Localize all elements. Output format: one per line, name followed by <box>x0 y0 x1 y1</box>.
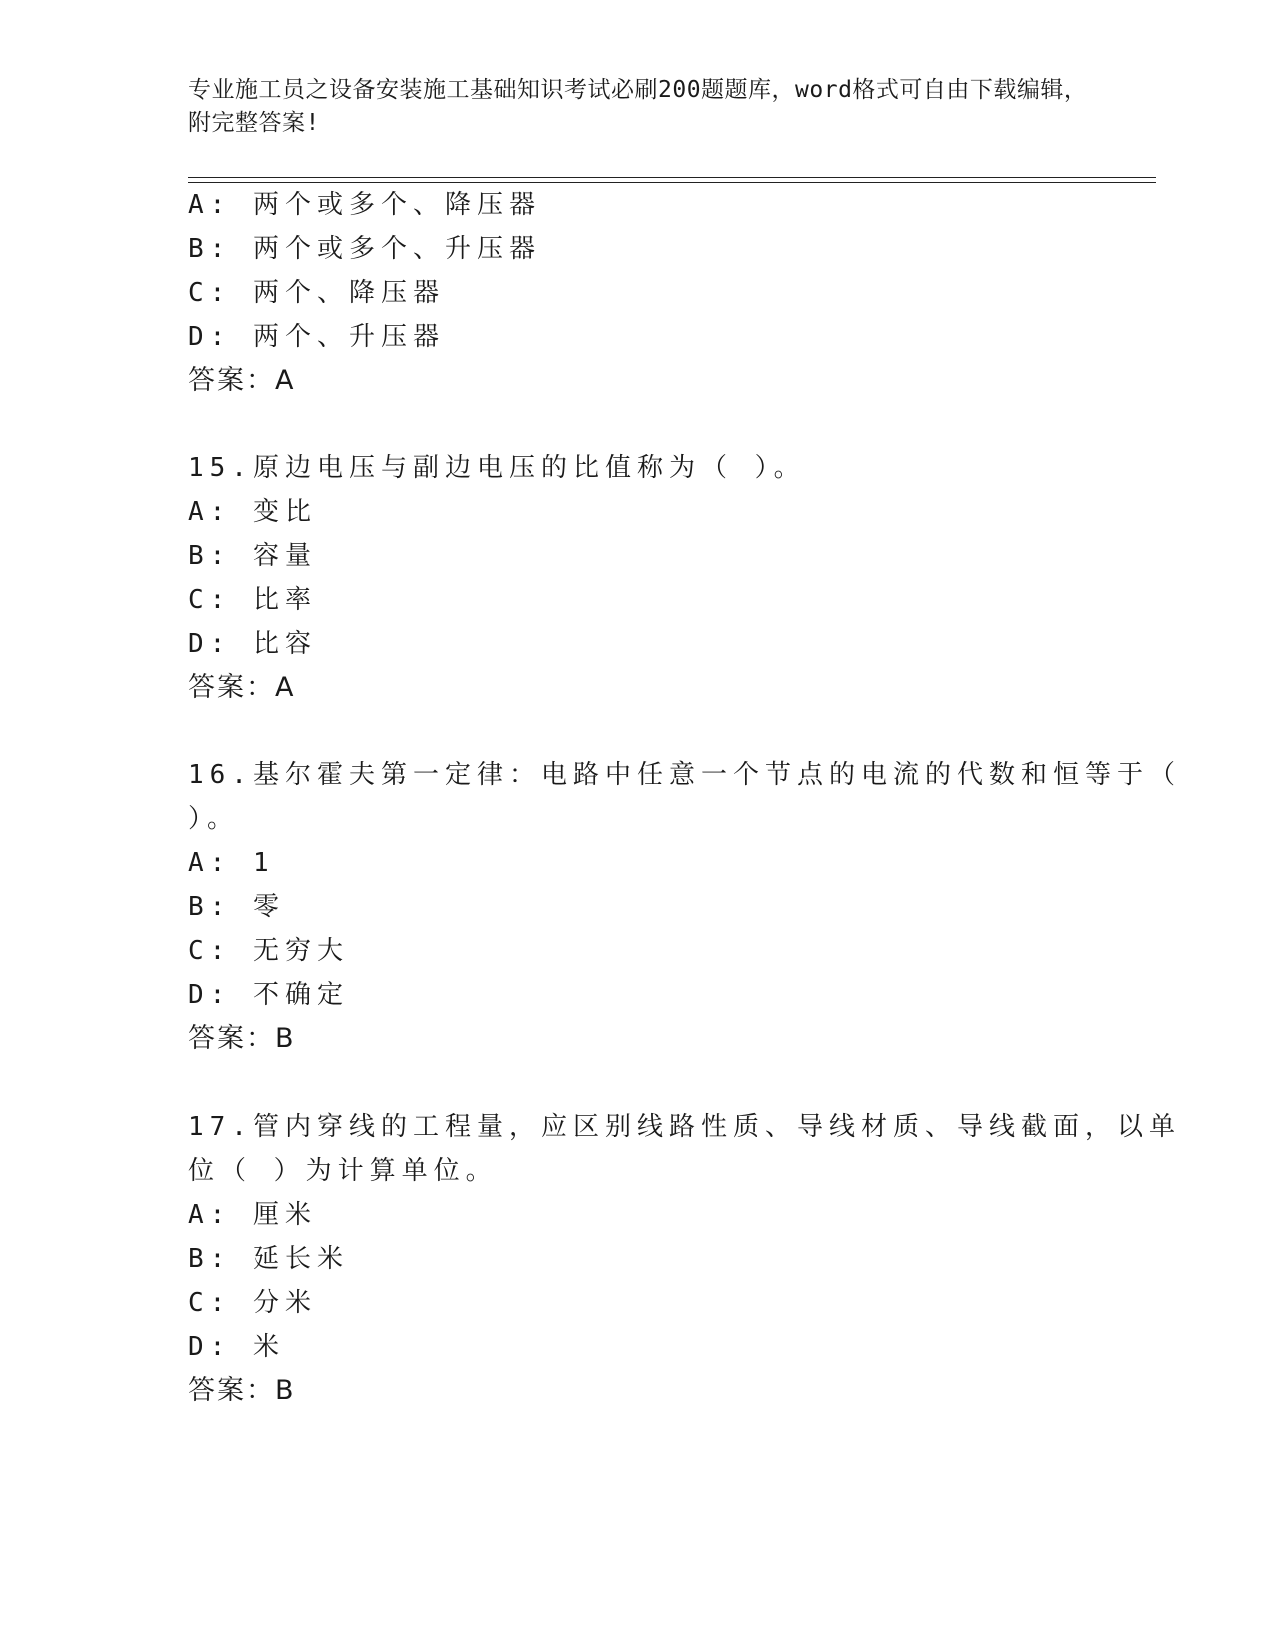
q17-stem-line2: 位（ ）为计算单位。 <box>188 1156 498 1186</box>
header-divider-top <box>188 177 1156 178</box>
q17-option-d: D: 米 <box>188 1332 285 1362</box>
q14-option-a: A: 两个或多个、降压器 <box>188 190 541 220</box>
q15-option-d: D: 比容 <box>188 629 317 659</box>
q15-option-b: B: 容量 <box>188 541 317 571</box>
q15-stem: 15.原边电压与副边电压的比值称为（ ）。 <box>188 453 806 483</box>
q17-option-c: C: 分米 <box>188 1288 317 1318</box>
q14-option-c: C: 两个、降压器 <box>188 278 445 308</box>
q16-option-a: A: 1 <box>188 848 275 878</box>
q15-option-a: A: 变比 <box>188 497 317 527</box>
q16-option-d: D: 不确定 <box>188 980 349 1010</box>
q17-option-b: B: 延长米 <box>188 1244 349 1274</box>
q15-answer: 答案：A <box>188 672 296 703</box>
q16-answer: 答案：B <box>188 1023 296 1054</box>
q14-option-d: D: 两个、升压器 <box>188 322 445 352</box>
q17-answer: 答案：B <box>188 1375 296 1406</box>
q16-option-c: C: 无穷大 <box>188 936 349 966</box>
q16-option-b: B: 零 <box>188 892 285 922</box>
q14-answer: 答案：A <box>188 365 296 396</box>
q17-stem-line1: 17.管内穿线的工程量，应区别线路性质、导线材质、导线截面，以单 <box>188 1112 1181 1142</box>
q16-stem-line1: 16.基尔霍夫第一定律：电路中任意一个节点的电流的代数和恒等于（ <box>188 760 1181 790</box>
q16-stem-line2: ）。 <box>188 804 240 834</box>
q17-option-a: A: 厘米 <box>188 1200 317 1230</box>
q14-option-b: B: 两个或多个、升压器 <box>188 234 541 264</box>
document-header-title: 专业施工员之设备安装施工基础知识考试必刷200题题库，word格式可自由下载编辑，附完整答案! <box>188 77 1088 136</box>
header-divider-bottom <box>188 182 1156 183</box>
q15-option-c: C: 比率 <box>188 585 317 615</box>
